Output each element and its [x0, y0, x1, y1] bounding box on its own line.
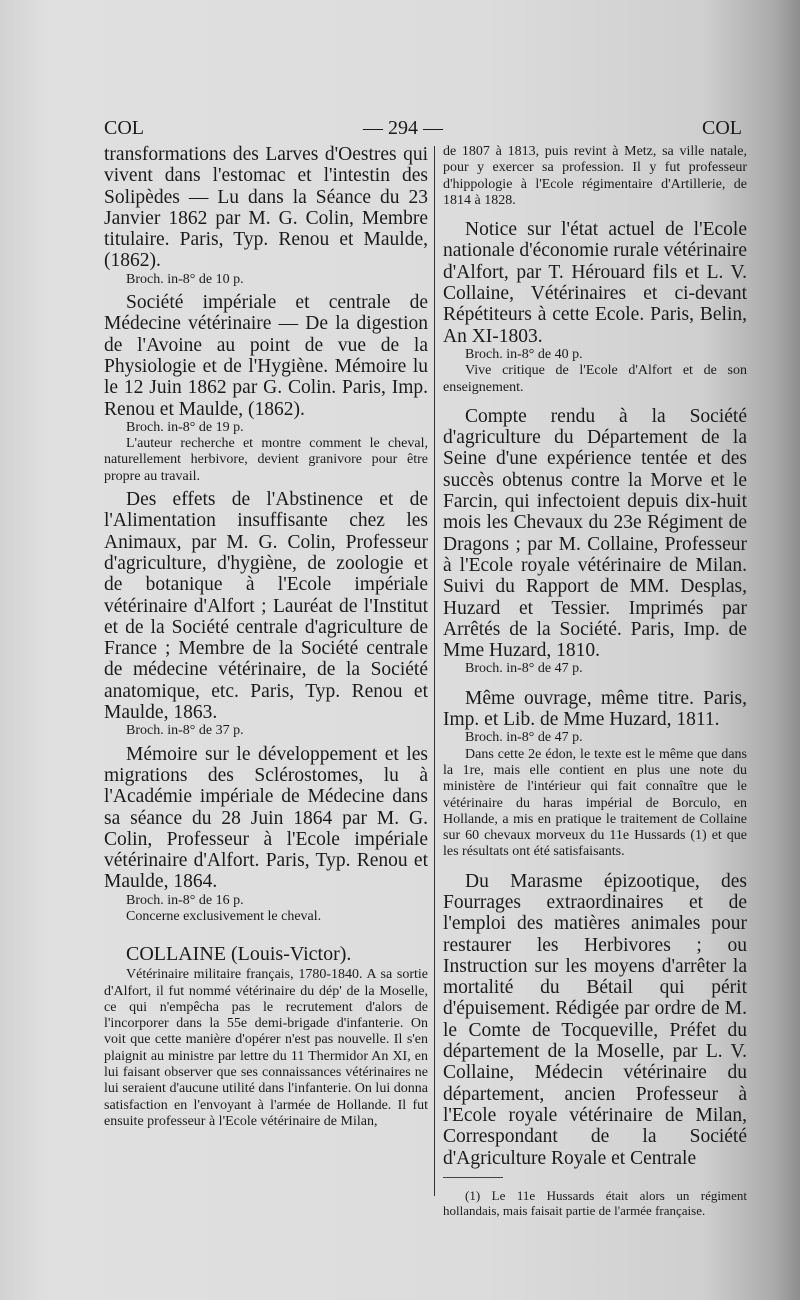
page-number: — 294 —	[363, 117, 443, 139]
right-column	[443, 144, 747, 1218]
entry-broch: Broch. in-8° de 47 p.	[465, 661, 583, 677]
author-biography: Vétérinaire militaire français, 1780-1840. A sa sortie d'Alfort, il fut nommé vétérinaire du dép' de la Moselle, ce qui n'empêcha pas le recrutement d'alors de l'incorporer dans la 55e demi-brigade d'infanterie. On voit que cette manière d'opérer n'est pas nouvelle. Il s'en plaignit au ministre par lettre du 11 Thermidor An XI, en lui faisant observer que ses connaissances vétérinaires ne lui seraient d'aucune utilité dans l'infanterie. On lui donna satisfaction en l'envoyant à l'armée de Hollande. Il fut ensuite professeur à l'Ecole vétérinaire de Milan,	[104, 967, 428, 1129]
entry-broch: Broch. in-8° de 47 p.	[465, 730, 583, 746]
entry-note: Concerne exclusivement le cheval.	[126, 908, 322, 924]
entry-notice-alfort: Notice sur l'état actuel de l'Ecole nationale d'économie rurale vétérinaire d'Alfort, par T. Hérouard fils et L. V. Collaine, Vétérinaires et ci-devant Répétiteurs à cette Ecole. Paris, Belin, An XI-1803.	[443, 219, 747, 347]
footnote: (1) Le 11e Hussards était alors un régiment hollandais, mais faisait partie de l'armée française.	[443, 1187, 747, 1218]
entry-marasme: Du Marasme épizootique, des Fourrages extraordinaires et de l'emploi des matières animales pour restaurer les Herbivores ; ou Instruction sur les moyens d'arrêter la mortalité du Bétail qui périt d'épuisement. Rédigée par ordre de M. le Comte de Tocqueville, Préfet du département de la Moselle, par L. V. Collaine, Médecin vétérinaire du département, ancien Professeur à l'Ecole royale vétérinaire de Milan, Correspondant de la Société d'Agriculture Royale et Centrale	[443, 870, 747, 1169]
entry-larves-oestres: transformations des Larves d'Oestres qui vivent dans l'estomac et l'intestin des Solipèdes — Lu dans la Séance du 23 Janvier 1862 par M. G. Colin, Membre titulaire. Paris, Typ. Renou et Maulde, (1862).	[104, 144, 428, 272]
entry-note: Dans cette 2e édon, le texte est le même que dans la 1re, mais elle contient en plus une note du ministère de l'intérieur qui fait connaître que le vétérinaire du haras impérial de Borculo, en Hollande, a mis en pratique le traitement de Collaine sur 60 chevaux morveux du 11e Hussards (1) et que les résultats ont été satisfaisants.	[443, 746, 747, 860]
entry-broch: Broch. in-8° de 40 p.	[465, 346, 583, 362]
entry-note: Vive critique de l'Ecole d'Alfort et de son enseignement.	[443, 363, 747, 395]
header-right: COL	[702, 117, 742, 139]
entry-broch: Broch. in-8° de 10 p.	[126, 271, 244, 287]
entry-broch: Broch. in-8° de 19 p.	[126, 419, 244, 435]
header-left: COL	[104, 117, 144, 139]
entry-meme-ouvrage: Même ouvrage, même titre. Paris, Imp. et Lib. de Mme Huzard, 1811.	[443, 687, 747, 731]
running-header	[104, 117, 742, 141]
footnote-rule	[443, 1177, 503, 1178]
entry-broch: Broch. in-8° de 16 p.	[126, 892, 244, 908]
entry-sclerostomes: Mémoire sur le développement et les migrations des Sclérostomes, lu à l'Académie impériale de Médecine dans sa séance du 28 Juin 1864 par M. G. Colin, Professeur à l'Ecole impériale vétérinaire d'Alfort. Paris, Typ. Renou et Maulde, 1864.	[104, 743, 428, 893]
column-divider	[434, 146, 435, 1196]
entry-digestion-avoine: Société impériale et centrale de Médecine vétérinaire — De la digestion de l'Avoine au point de vue de la Physiologie et de l'Hygiène. Mémoire lu le 12 Juin 1862 par G. Colin. Paris, Imp. Renou et Maulde, (1862).	[104, 292, 428, 420]
biography-continued: de 1807 à 1813, puis revint à Metz, sa ville natale, pour y exercer sa profession. Il y fut professeur d'hippologie à l'Ecole régimentaire d'Artillerie, de 1814 à 1828.	[443, 144, 747, 208]
author-heading: COLLAINE (Louis-Victor).	[126, 943, 352, 966]
entry-broch: Broch. in-8° de 37 p.	[126, 723, 244, 739]
entry-abstinence: Des effets de l'Abstinence et de l'Alimentation insuffisante chez les Animaux, par M. G. Colin, Professeur d'agriculture, d'hygiène, de zoologie et de botanique à l'Ecole impériale vétérinaire d'Alfort ; Lauréat de l'Institut et de la Société centrale d'agriculture de France ; Membre de la Société centrale de médecine vétérinaire, de la Société anatomique, etc. Paris, Typ. Renou et Maulde, 1863.	[104, 489, 428, 724]
left-column	[104, 144, 428, 1130]
entry-note: L'auteur recherche et montre comment le cheval, naturellement herbivore, devient granivore pour être propre au travail.	[104, 436, 428, 484]
entry-compte-rendu: Compte rendu à la Société d'agriculture du Département de la Seine d'une expérience tentée et des succès obtenus contre la Morve et le Farcin, qui infectoient depuis dix-huit mois les Chevaux du 23e Régiment de Dragons ; par M. Collaine, Professeur à l'Ecole royale vétérinaire de Milan. Suivi du Rapport de MM. Desplas, Huzard et Tessier. Imprimés par Arrêtés de la Société. Paris, Imp. de Mme Huzard, 1810.	[443, 405, 747, 662]
